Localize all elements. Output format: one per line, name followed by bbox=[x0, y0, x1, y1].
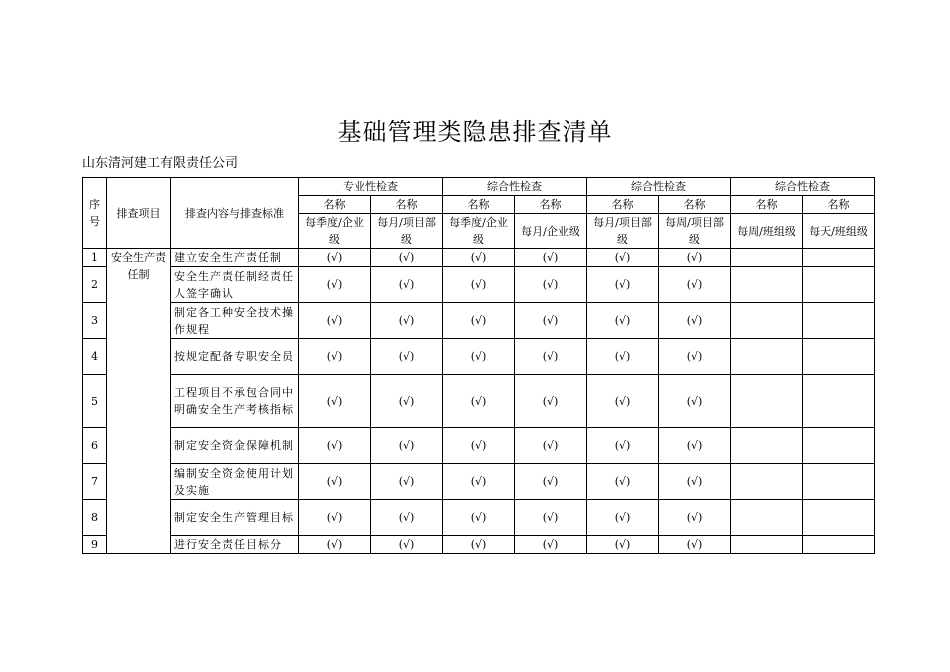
check-cell: (√) bbox=[659, 428, 731, 464]
row-standard: 进行安全责任目标分 bbox=[171, 536, 299, 554]
check-cell: (√) bbox=[443, 339, 515, 375]
check-cell: (√) bbox=[371, 464, 443, 500]
check-cell: (√) bbox=[299, 303, 371, 339]
table-row bbox=[83, 500, 875, 536]
check-cell: (√) bbox=[515, 339, 587, 375]
check-cell bbox=[803, 249, 875, 267]
table-row bbox=[83, 249, 875, 267]
check-cell: (√) bbox=[587, 500, 659, 536]
row-standard: 安全生产责任制经责任人签字确认 bbox=[171, 267, 299, 303]
row-category: 安全生产责任制 bbox=[107, 249, 171, 554]
check-cell: (√) bbox=[299, 339, 371, 375]
check-cell bbox=[803, 464, 875, 500]
table-row bbox=[83, 464, 875, 500]
check-cell: (√) bbox=[515, 464, 587, 500]
check-cell: (√) bbox=[371, 267, 443, 303]
header-name: 名称 bbox=[371, 196, 443, 214]
table-row bbox=[83, 303, 875, 339]
header-item: 排查项目 bbox=[107, 178, 171, 249]
header-frequency: 每季度/企业级 bbox=[299, 214, 371, 249]
check-cell: (√) bbox=[443, 267, 515, 303]
check-cell: (√) bbox=[587, 303, 659, 339]
row-seq: 4 bbox=[83, 339, 107, 375]
check-cell: (√) bbox=[371, 249, 443, 267]
check-cell: (√) bbox=[299, 375, 371, 428]
check-cell: (√) bbox=[587, 375, 659, 428]
row-seq: 5 bbox=[83, 375, 107, 428]
check-cell: (√) bbox=[371, 339, 443, 375]
check-cell bbox=[731, 464, 803, 500]
check-cell: (√) bbox=[659, 303, 731, 339]
check-cell: (√) bbox=[443, 249, 515, 267]
check-cell: (√) bbox=[587, 267, 659, 303]
check-cell bbox=[803, 375, 875, 428]
header-frequency: 每周/项目部级 bbox=[659, 214, 731, 249]
check-cell bbox=[731, 428, 803, 464]
check-cell: (√) bbox=[587, 464, 659, 500]
check-cell: (√) bbox=[371, 428, 443, 464]
header-name: 名称 bbox=[515, 196, 587, 214]
header-standard: 排查内容与排查标准 bbox=[171, 178, 299, 249]
checklist-table bbox=[82, 177, 875, 554]
check-cell: (√) bbox=[371, 375, 443, 428]
table-row bbox=[83, 428, 875, 464]
header-name: 名称 bbox=[803, 196, 875, 214]
header-group: 专业性检查 bbox=[299, 178, 443, 196]
header-frequency: 每季度/企业级 bbox=[443, 214, 515, 249]
check-cell bbox=[803, 267, 875, 303]
table-row bbox=[83, 339, 875, 375]
check-cell: (√) bbox=[587, 428, 659, 464]
row-seq: 1 bbox=[83, 249, 107, 267]
check-cell bbox=[731, 249, 803, 267]
check-cell: (√) bbox=[659, 249, 731, 267]
row-standard: 按规定配备专职安全员 bbox=[171, 339, 299, 375]
check-cell: (√) bbox=[299, 464, 371, 500]
check-cell bbox=[731, 375, 803, 428]
check-cell bbox=[803, 500, 875, 536]
header-frequency: 每周/班组级 bbox=[731, 214, 803, 249]
row-standard: 工程项目不承包合同中明确安全生产考核指标 bbox=[171, 375, 299, 428]
header-group: 综合性检查 bbox=[443, 178, 587, 196]
check-cell bbox=[731, 536, 803, 554]
table-row bbox=[83, 536, 875, 554]
row-seq: 8 bbox=[83, 500, 107, 536]
check-cell bbox=[803, 536, 875, 554]
checklist-body bbox=[83, 178, 875, 554]
check-cell: (√) bbox=[443, 375, 515, 428]
check-cell: (√) bbox=[659, 464, 731, 500]
check-cell: (√) bbox=[371, 500, 443, 536]
header-name: 名称 bbox=[659, 196, 731, 214]
check-cell: (√) bbox=[659, 375, 731, 428]
check-cell: (√) bbox=[371, 303, 443, 339]
check-cell bbox=[803, 339, 875, 375]
header-name: 名称 bbox=[299, 196, 371, 214]
check-cell bbox=[731, 339, 803, 375]
check-cell: (√) bbox=[443, 464, 515, 500]
check-cell: (√) bbox=[659, 339, 731, 375]
header-frequency: 每天/班组级 bbox=[803, 214, 875, 249]
check-cell: (√) bbox=[299, 249, 371, 267]
check-cell: (√) bbox=[299, 536, 371, 554]
company-name: 山东清河建工有限责任公司 bbox=[82, 156, 239, 171]
header-name: 名称 bbox=[731, 196, 803, 214]
row-seq: 6 bbox=[83, 428, 107, 464]
check-cell: (√) bbox=[659, 500, 731, 536]
table-row bbox=[83, 375, 875, 428]
header-frequency: 每月/项目部级 bbox=[371, 214, 443, 249]
check-cell: (√) bbox=[587, 536, 659, 554]
header-frequency: 每月/项目部级 bbox=[587, 214, 659, 249]
check-cell: (√) bbox=[515, 375, 587, 428]
check-cell: (√) bbox=[515, 267, 587, 303]
row-standard: 制定各工种安全技术操作规程 bbox=[171, 303, 299, 339]
check-cell: (√) bbox=[299, 428, 371, 464]
row-standard: 制定安全资金保障机制 bbox=[171, 428, 299, 464]
check-cell: (√) bbox=[587, 249, 659, 267]
row-standard: 建立安全生产责任制 bbox=[171, 249, 299, 267]
check-cell: (√) bbox=[299, 500, 371, 536]
check-cell bbox=[803, 303, 875, 339]
page-title: 基础管理类隐患排查清单 bbox=[337, 118, 613, 146]
row-standard: 制定安全生产管理目标 bbox=[171, 500, 299, 536]
check-cell: (√) bbox=[299, 267, 371, 303]
check-cell: (√) bbox=[659, 267, 731, 303]
row-seq: 3 bbox=[83, 303, 107, 339]
check-cell bbox=[731, 267, 803, 303]
header-group: 综合性检查 bbox=[587, 178, 731, 196]
check-cell: (√) bbox=[515, 536, 587, 554]
check-cell: (√) bbox=[515, 249, 587, 267]
row-seq: 7 bbox=[83, 464, 107, 500]
header-group: 综合性检查 bbox=[731, 178, 875, 196]
check-cell: (√) bbox=[443, 303, 515, 339]
header-row-groups bbox=[83, 178, 875, 196]
check-cell: (√) bbox=[515, 303, 587, 339]
row-standard: 编制安全资金使用计划及实施 bbox=[171, 464, 299, 500]
check-cell: (√) bbox=[443, 536, 515, 554]
table-row bbox=[83, 267, 875, 303]
row-seq: 9 bbox=[83, 536, 107, 554]
check-cell: (√) bbox=[443, 500, 515, 536]
check-cell: (√) bbox=[443, 428, 515, 464]
check-cell bbox=[731, 303, 803, 339]
header-name: 名称 bbox=[443, 196, 515, 214]
check-cell: (√) bbox=[587, 339, 659, 375]
check-cell: (√) bbox=[515, 500, 587, 536]
row-seq: 2 bbox=[83, 267, 107, 303]
check-cell bbox=[731, 500, 803, 536]
check-cell bbox=[803, 428, 875, 464]
check-cell: (√) bbox=[371, 536, 443, 554]
check-cell: (√) bbox=[659, 536, 731, 554]
check-cell: (√) bbox=[515, 428, 587, 464]
header-seq: 序号 bbox=[83, 178, 107, 249]
header-frequency: 每月/企业级 bbox=[515, 214, 587, 249]
header-name: 名称 bbox=[587, 196, 659, 214]
